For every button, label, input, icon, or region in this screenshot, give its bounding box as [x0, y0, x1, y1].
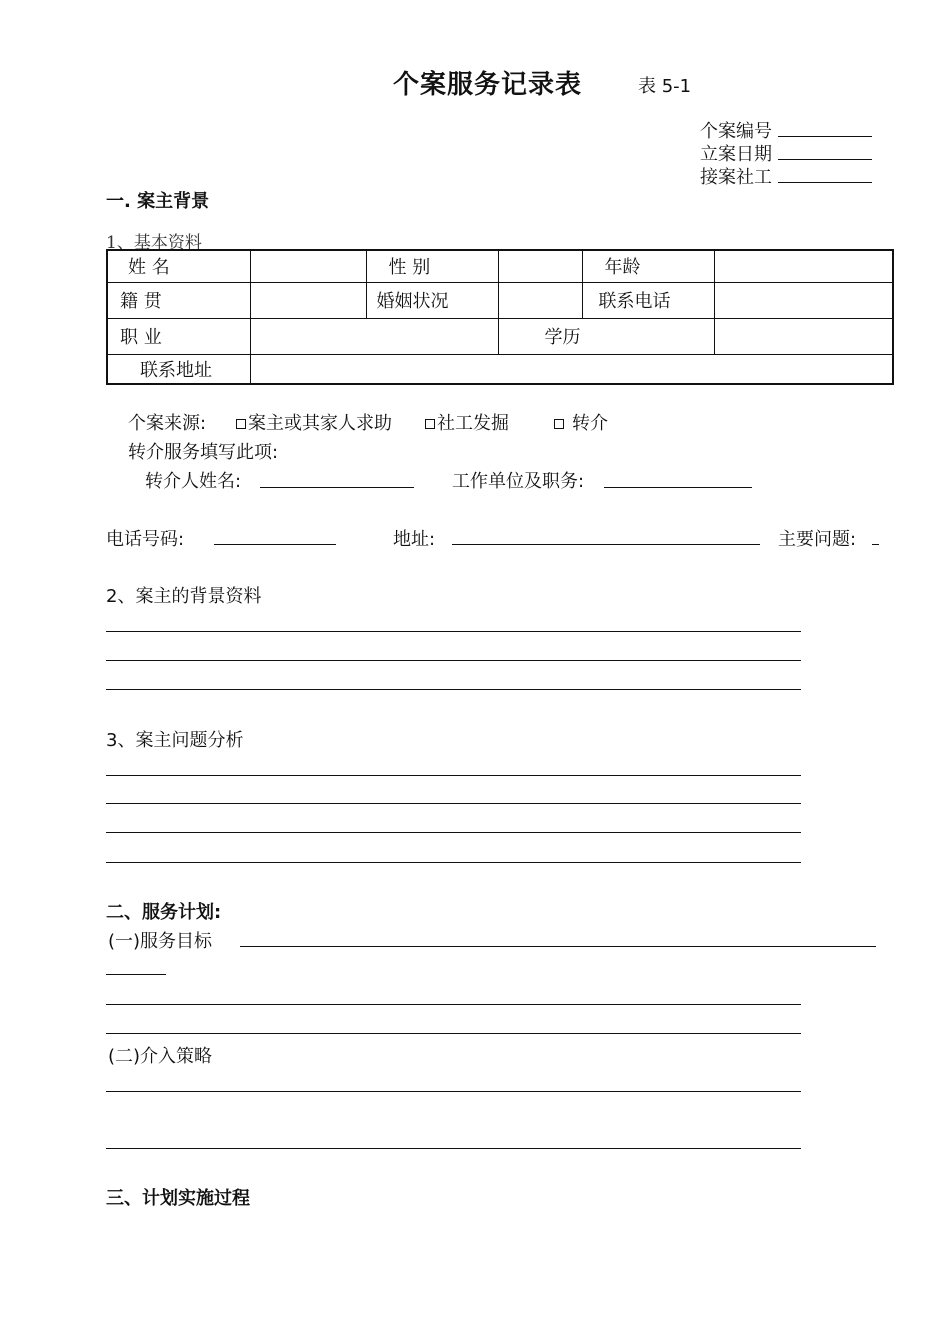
education-label: 学历 — [498, 318, 714, 354]
tel-label: 电话号码: — [106, 529, 185, 550]
basic-info-heading: 1、基本资料 — [106, 233, 202, 253]
age-label: 年龄 — [582, 250, 714, 282]
writing-line[interactable] — [106, 974, 166, 975]
marital-input-cell[interactable] — [498, 282, 582, 318]
section3-heading: 三、计划实施过程 — [106, 1188, 250, 1209]
background-heading: 2、案主的背景资料 — [106, 586, 262, 607]
social-worker-label: 接案社工 — [700, 167, 772, 188]
checkbox-icon[interactable] — [425, 419, 435, 429]
address-input-cell[interactable] — [250, 354, 893, 384]
analysis-heading: 3、案主问题分析 — [106, 730, 244, 751]
case-source-label: 个案来源: — [128, 413, 207, 434]
source-option-self[interactable]: 案主或其家人求助 — [236, 409, 392, 435]
education-input-cell[interactable] — [714, 318, 893, 354]
addr-blank[interactable] — [452, 544, 760, 545]
writing-line[interactable] — [106, 660, 801, 661]
native-label: 籍 贯 — [107, 282, 250, 318]
strategy-label: (二)介入策略 — [108, 1046, 213, 1067]
gender-input-cell[interactable] — [498, 250, 582, 282]
writing-line[interactable] — [106, 803, 801, 804]
writing-line[interactable] — [106, 1004, 801, 1005]
checkbox-icon[interactable] — [236, 419, 246, 429]
basic-info-table — [106, 249, 894, 385]
referrer-unit-label: 工作单位及职务: — [452, 471, 585, 492]
job-input-cell[interactable] — [250, 318, 498, 354]
marital-label: 婚姻状况 — [366, 282, 498, 318]
writing-line[interactable] — [106, 1148, 801, 1149]
gender-label: 性 别 — [366, 250, 498, 282]
case-number-label: 个案编号 — [700, 121, 772, 142]
writing-line[interactable] — [106, 1091, 801, 1092]
issue-label: 主要问题: — [778, 529, 857, 550]
case-number-blank[interactable] — [778, 118, 872, 137]
name-label: 姓 名 — [107, 250, 250, 282]
social-worker-field[interactable] — [700, 163, 872, 189]
checkbox-icon[interactable] — [554, 419, 564, 429]
source-option-discovered[interactable]: 社工发掘 — [425, 409, 509, 435]
phone-input-cell[interactable] — [714, 282, 893, 318]
addr-label: 地址: — [393, 529, 436, 550]
writing-line[interactable] — [106, 689, 801, 690]
tel-blank[interactable] — [214, 544, 336, 545]
section1-heading: 一. 案主背景 — [106, 191, 210, 212]
section2-heading: 二、服务计划: — [106, 902, 222, 923]
age-input-cell[interactable] — [714, 250, 893, 282]
service-goal-label: (一)服务目标 — [108, 931, 213, 952]
case-date-blank[interactable] — [778, 141, 872, 160]
job-label: 职 业 — [107, 318, 250, 354]
name-input-cell[interactable] — [250, 250, 366, 282]
native-input-cell[interactable] — [250, 282, 366, 318]
referrer-name-label: 转介人姓名: — [145, 471, 242, 492]
referral-note: 转介服务填写此项: — [128, 442, 279, 463]
writing-line[interactable] — [106, 1033, 801, 1034]
writing-line[interactable] — [106, 862, 801, 863]
page-title: 个案服务记录表 — [393, 70, 583, 100]
service-goal-blank[interactable] — [240, 946, 876, 947]
social-worker-blank[interactable] — [778, 164, 872, 183]
form-number: 表 5-1 — [638, 76, 692, 97]
writing-line[interactable] — [106, 775, 801, 776]
writing-line[interactable] — [106, 832, 801, 833]
phone-label: 联系电话 — [582, 282, 714, 318]
writing-line[interactable] — [106, 631, 801, 632]
referrer-name-blank[interactable] — [260, 487, 414, 488]
issue-blank[interactable] — [872, 544, 879, 545]
case-date-label: 立案日期 — [700, 144, 772, 165]
address-label: 联系地址 — [107, 354, 250, 384]
source-option-referral[interactable]: 转介 — [554, 409, 608, 435]
referrer-unit-blank[interactable] — [604, 487, 752, 488]
